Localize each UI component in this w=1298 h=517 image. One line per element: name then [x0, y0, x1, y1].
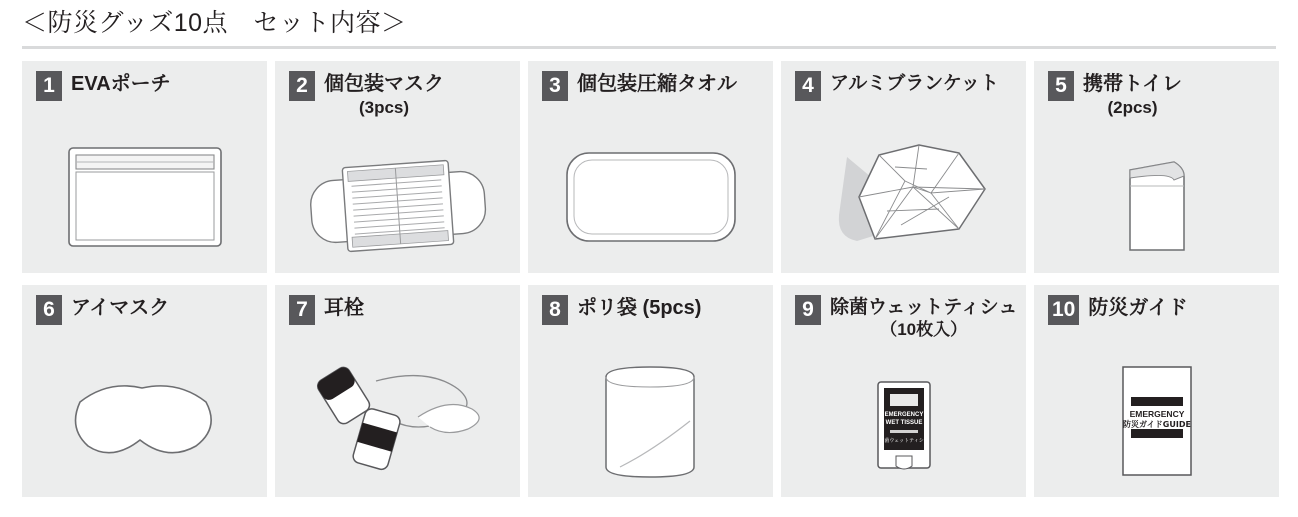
item-label: アイマスク [71, 297, 170, 319]
item-card-1[interactable] [22, 61, 267, 273]
item-label: 耳栓 [324, 297, 364, 319]
item-header [789, 71, 1018, 101]
item-header [1042, 71, 1271, 118]
item-card-6[interactable] [22, 285, 267, 497]
item-header [283, 295, 512, 325]
item-card-2[interactable] [275, 61, 520, 273]
item-label: 除菌ウェットティシュ [830, 297, 1018, 318]
item-header [283, 71, 512, 118]
item-label: 携帯トイレ [1083, 73, 1182, 95]
wet-tissue-icon [781, 369, 1026, 491]
item-label-wrap [324, 295, 364, 321]
item-number-badge: 1 [36, 71, 62, 101]
compressed-towel-icon [528, 127, 773, 267]
item-card-8[interactable] [528, 285, 773, 497]
items-grid [22, 61, 1276, 497]
item-sublabel: （10枚入） [880, 320, 968, 340]
portable-toilet-icon [1034, 145, 1279, 267]
item-label-wrap [71, 295, 169, 321]
item-card-3[interactable] [528, 61, 773, 273]
item-sublabel: (2pcs) [1107, 97, 1158, 117]
eva-pouch-icon [22, 127, 267, 267]
guide-label-ja: 防災ガイドGUIDE [1122, 420, 1191, 429]
page-title: ＜防災グッズ10点 セット内容＞ [22, 9, 407, 37]
item-number-badge: 6 [36, 295, 62, 325]
wet-tissue-label-ja: 除菌ウェットティシュ [878, 437, 929, 444]
item-label-wrap [1088, 295, 1187, 321]
item-card-9[interactable] [781, 285, 1026, 497]
item-label-wrap [1083, 71, 1182, 118]
item-number-badge: 4 [795, 71, 821, 101]
item-number-badge: 7 [289, 295, 315, 325]
item-label-wrap [324, 71, 444, 118]
item-number-badge: 9 [795, 295, 821, 325]
emergency-guide-icon [1034, 351, 1279, 491]
item-header [30, 295, 259, 325]
item-label-wrap [577, 295, 701, 321]
item-label: 個包装マスク [324, 73, 444, 95]
earplugs-icon [275, 351, 520, 491]
eye-mask-icon [22, 351, 267, 491]
poly-bag-icon [528, 351, 773, 491]
item-card-4[interactable] [781, 61, 1026, 273]
item-card-5[interactable] [1034, 61, 1279, 273]
item-number-badge: 10 [1048, 295, 1079, 325]
aluminum-blanket-icon [781, 127, 1026, 267]
item-label: EVAポーチ [71, 73, 171, 95]
item-label-wrap [830, 295, 1017, 340]
item-label: 個包装圧縮タオル [577, 73, 737, 95]
item-header [789, 295, 1018, 340]
wet-tissue-label-en2: WET TISSUE [885, 419, 922, 426]
item-number-badge: 3 [542, 71, 568, 101]
item-label-wrap [71, 71, 171, 97]
item-label: 防災ガイド [1088, 297, 1188, 319]
item-card-7[interactable] [275, 285, 520, 497]
wet-tissue-label-en1: EMERGENCY [884, 411, 923, 418]
title-divider [22, 46, 1276, 49]
guide-label-en: EMERGENCY [1129, 409, 1184, 419]
item-header [1042, 295, 1271, 325]
item-number-badge: 5 [1048, 71, 1074, 101]
wrapped-mask-icon [275, 145, 520, 267]
item-sublabel: (3pcs) [358, 97, 410, 117]
item-label-wrap [830, 71, 999, 95]
item-header [536, 295, 765, 325]
item-label: アルミブランケット [830, 73, 999, 94]
item-header [30, 71, 259, 101]
item-header [536, 71, 765, 101]
item-label: ポリ袋 (5pcs) [577, 297, 702, 319]
item-card-10[interactable] [1034, 285, 1279, 497]
item-label-wrap [577, 71, 737, 97]
item-number-badge: 8 [542, 295, 568, 325]
item-number-badge: 2 [289, 71, 315, 101]
